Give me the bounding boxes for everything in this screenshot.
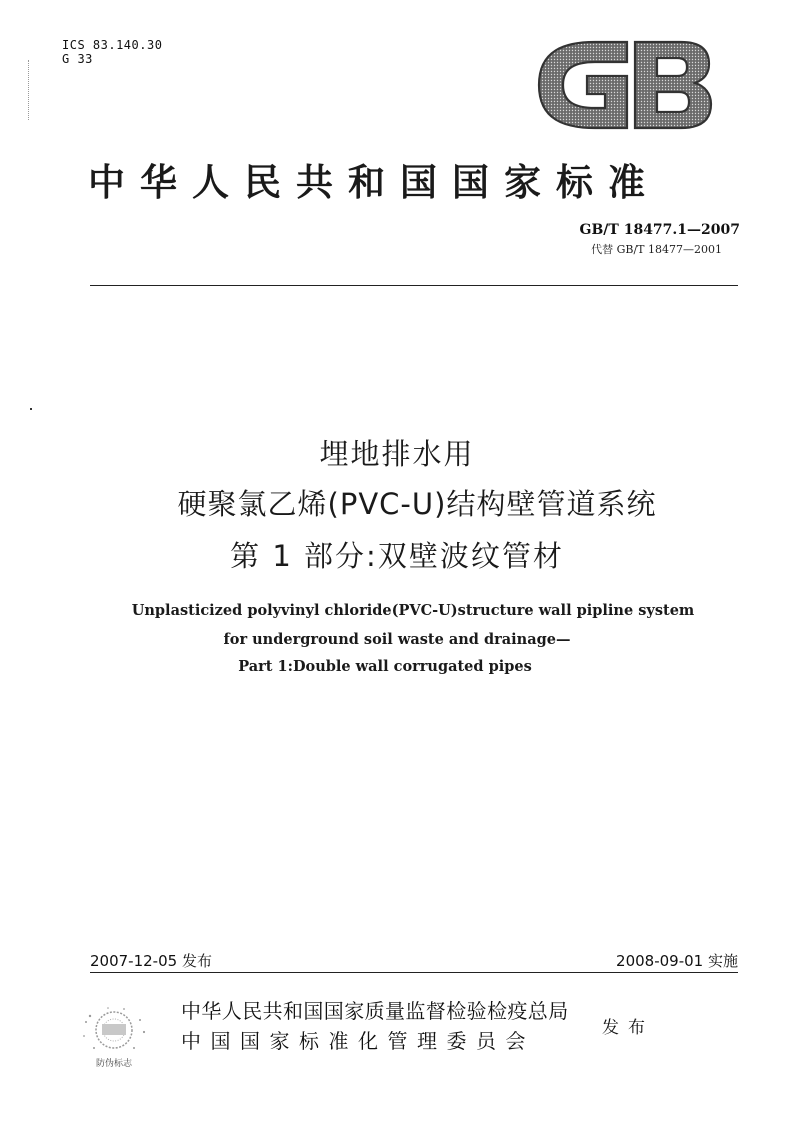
national-standard-title: 中华人民共和国国家标准 bbox=[88, 160, 660, 204]
issue-date: 2007-12-05 发布 bbox=[90, 952, 212, 970]
gb-logo-icon bbox=[535, 40, 713, 130]
title-cn-line-1: 埋地排水用 bbox=[319, 437, 475, 471]
issuer-sac: 中国国家标准化管理委员会 bbox=[181, 1029, 535, 1053]
title-cn-line-2: 硬聚氯乙烯(PVC-U)结构壁管道系统 bbox=[177, 487, 657, 521]
replaced-standard: 代替 GB/T 18477—2001 bbox=[591, 243, 722, 256]
margin-scan-marks bbox=[28, 60, 30, 120]
anti-counterfeit-seal-icon bbox=[74, 1002, 154, 1074]
ccs-code: G 33 bbox=[62, 52, 93, 66]
standard-number: GB/T 18477.1—2007 bbox=[579, 222, 740, 238]
header-divider bbox=[90, 285, 738, 286]
title-en-line-3: Part 1:Double wall corrugated pipes bbox=[238, 658, 532, 675]
classification-codes bbox=[62, 38, 162, 66]
title-en-line-1: Unplasticized polyvinyl chloride(PVC-U)structure wall pipline system bbox=[131, 602, 695, 619]
implementation-date: 2008-09-01 实施 bbox=[616, 952, 738, 970]
seal-caption: 防伪标志 bbox=[95, 1059, 133, 1069]
scan-speck bbox=[30, 408, 32, 410]
footer-divider bbox=[90, 972, 738, 973]
ics-code: ICS 83.140.30 bbox=[62, 38, 163, 52]
title-cn-line-3: 第 1 部分:双壁波纹管材 bbox=[230, 539, 564, 573]
title-en-line-2: for underground soil waste and drainage— bbox=[223, 631, 571, 648]
issuer-aqsiq: 中华人民共和国国家质量监督检验检疫总局 bbox=[181, 999, 569, 1023]
publish-label: 发布 bbox=[602, 1018, 654, 1038]
